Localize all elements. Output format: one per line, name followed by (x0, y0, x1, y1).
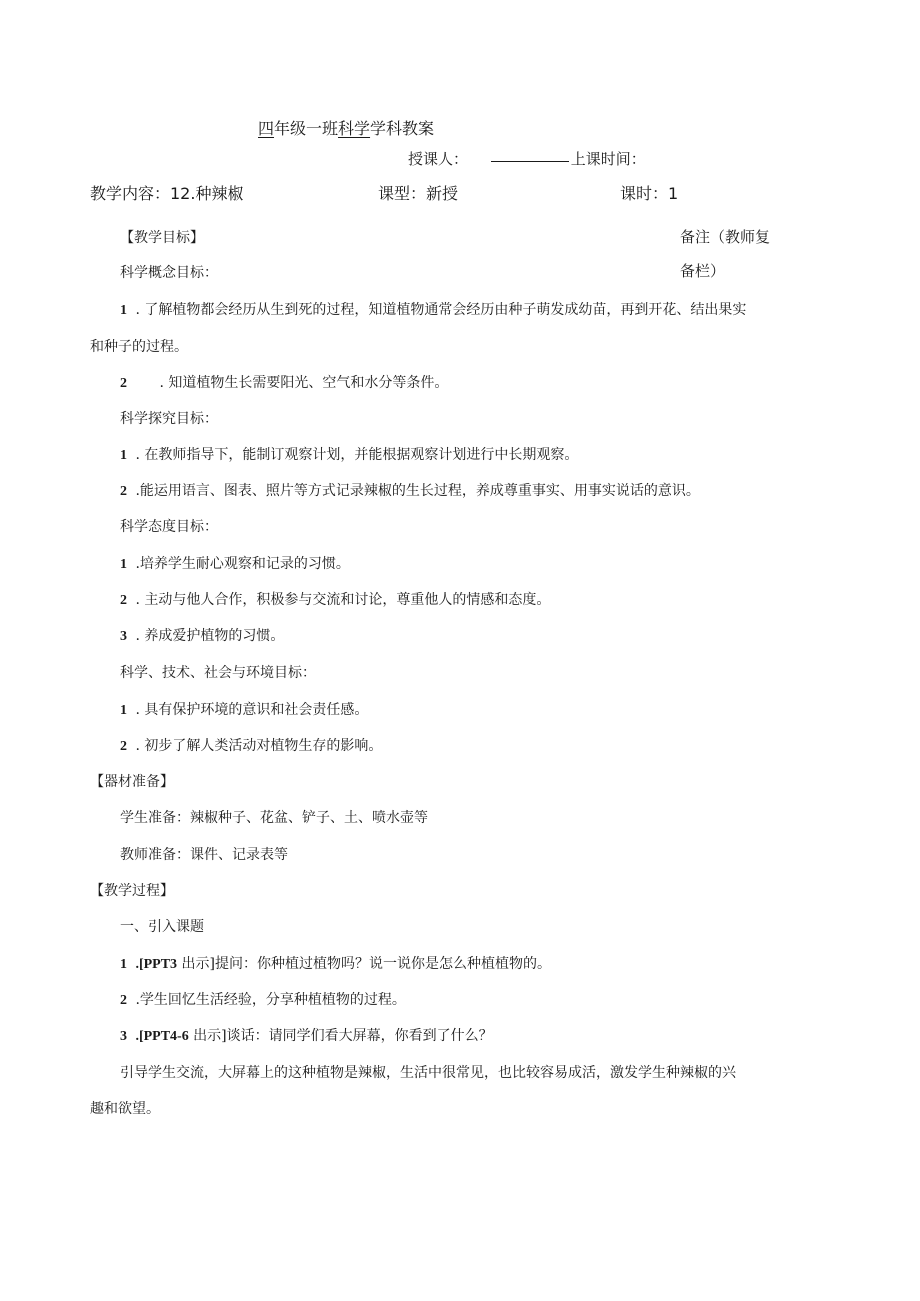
inquiry-item-1 (120, 448, 578, 463)
process-step-3-text: 出示]谈话：请同学们看大屏幕，你看到了什么？ (188, 1028, 493, 1044)
attitude-item-2 (120, 593, 550, 608)
attitude-item-1-number: 1 (120, 557, 127, 572)
sts-item-1-number: 1 (120, 703, 127, 718)
sts-item-1-text: . 具有保护环境的意识和社会责任感。 (135, 702, 369, 718)
concept-item-1-number: 1 (120, 303, 127, 318)
materials-heading: 【器材准备】 (90, 774, 174, 790)
concept-item-1-text: . 了解植物都会经历从生到死的过程，知道植物通常会经历由种子萌发成幼苗，再到开花、结出果实 (135, 302, 747, 318)
sts-item-2-number: 2 (120, 739, 127, 754)
title-class-part: 年级一班 (274, 119, 339, 138)
process-step-3-number: 3 (120, 1029, 127, 1044)
student-materials: 学生准备：辣椒种子、花盆、铲子、土、喷水壶等 (120, 810, 428, 826)
process-step-2 (120, 993, 406, 1008)
teacher-blank[interactable] (491, 160, 569, 162)
concept-item-2-text: . 知道植物生长需要阳光、空气和水分等条件。 (159, 375, 449, 391)
inquiry-item-1-text: . 在教师指导下，能制订观察计划，并能根据观察计划进行中长期观察。 (135, 447, 579, 463)
inquiry-item-2 (120, 484, 700, 499)
remark-column-line2: 备栏） (680, 262, 726, 280)
process-step-1-slide: .[PPT3 (135, 957, 178, 972)
inquiry-item-2-text: .能运用语言、图表、照片等方式记录辣椒的生长过程，养成尊重事实、用事实说话的意识。 (135, 483, 700, 499)
teacher-label: 授课人： (408, 150, 469, 168)
teacher-time-line (408, 152, 646, 167)
attitude-item-2-text: . 主动与他人合作，积极参与交流和讨论，尊重他人的情感和态度。 (135, 592, 551, 608)
process-step-1 (120, 957, 551, 972)
attitude-item-2-number: 2 (120, 593, 127, 608)
inquiry-item-1-number: 1 (120, 448, 127, 463)
concept-item-1 (120, 303, 746, 318)
concept-heading: 科学概念目标： (120, 265, 218, 281)
concept-item-2-number: 2 (120, 376, 127, 391)
process-heading: 【教学过程】 (90, 883, 174, 899)
teacher-materials: 教师准备：课件、记录表等 (120, 847, 288, 863)
class-time-label: 上课时间： (570, 150, 646, 168)
attitude-item-3 (120, 629, 284, 644)
page-title (258, 121, 434, 137)
sts-item-2 (120, 739, 382, 754)
sts-item-1 (120, 703, 368, 718)
process-step-3 (120, 1029, 493, 1044)
inquiry-heading: 科学探究目标： (120, 411, 218, 427)
process-step-1-number: 1 (120, 957, 127, 972)
lesson-hours: 课时：1 (620, 184, 679, 203)
guide-paragraph-line1: 引导学生交流，大屏幕上的这种植物是辣椒，生活中很常见，也比较容易成活，激发学生种辣椒的兴 (120, 1065, 736, 1081)
concept-item-2 (120, 376, 448, 391)
title-grade-part: 四 (258, 119, 275, 138)
lesson-content: 教学内容：12.种辣椒 (90, 184, 244, 203)
attitude-item-3-number: 3 (120, 629, 127, 644)
attitude-heading: 科学态度目标： (120, 519, 218, 535)
attitude-item-1-text: .培养学生耐心观察和记录的习惯。 (135, 556, 350, 572)
sts-item-2-text: . 初步了解人类活动对植物生存的影响。 (135, 738, 383, 754)
attitude-item-1 (120, 557, 350, 572)
process-step-2-number: 2 (120, 993, 127, 1008)
concept-item-1-continuation: 和种子的过程。 (90, 339, 188, 355)
attitude-item-3-text: . 养成爱护植物的习惯。 (135, 628, 285, 644)
process-step-1-text: 出示]提问：你种植过植物吗？说一说你是怎么种植植物的。 (177, 956, 551, 972)
process-section-1: 一、引入课题 (120, 919, 204, 935)
title-subject-part: 科学 (338, 119, 371, 138)
sts-heading: 科学、技术、社会与环境目标： (120, 665, 316, 681)
process-step-3-slide: .[PPT4-6 (135, 1029, 189, 1044)
remark-column-line1: 备注（教师复 (680, 228, 771, 246)
lesson-type: 课型：新授 (378, 184, 459, 203)
inquiry-item-2-number: 2 (120, 484, 127, 499)
goals-heading: 【教学目标】 (120, 230, 204, 246)
title-plan-part: 学科教案 (370, 119, 435, 138)
process-step-2-text: .学生回忆生活经验，分享种植植物的过程。 (135, 992, 406, 1008)
guide-paragraph-line2: 趣和欲望。 (90, 1101, 160, 1117)
